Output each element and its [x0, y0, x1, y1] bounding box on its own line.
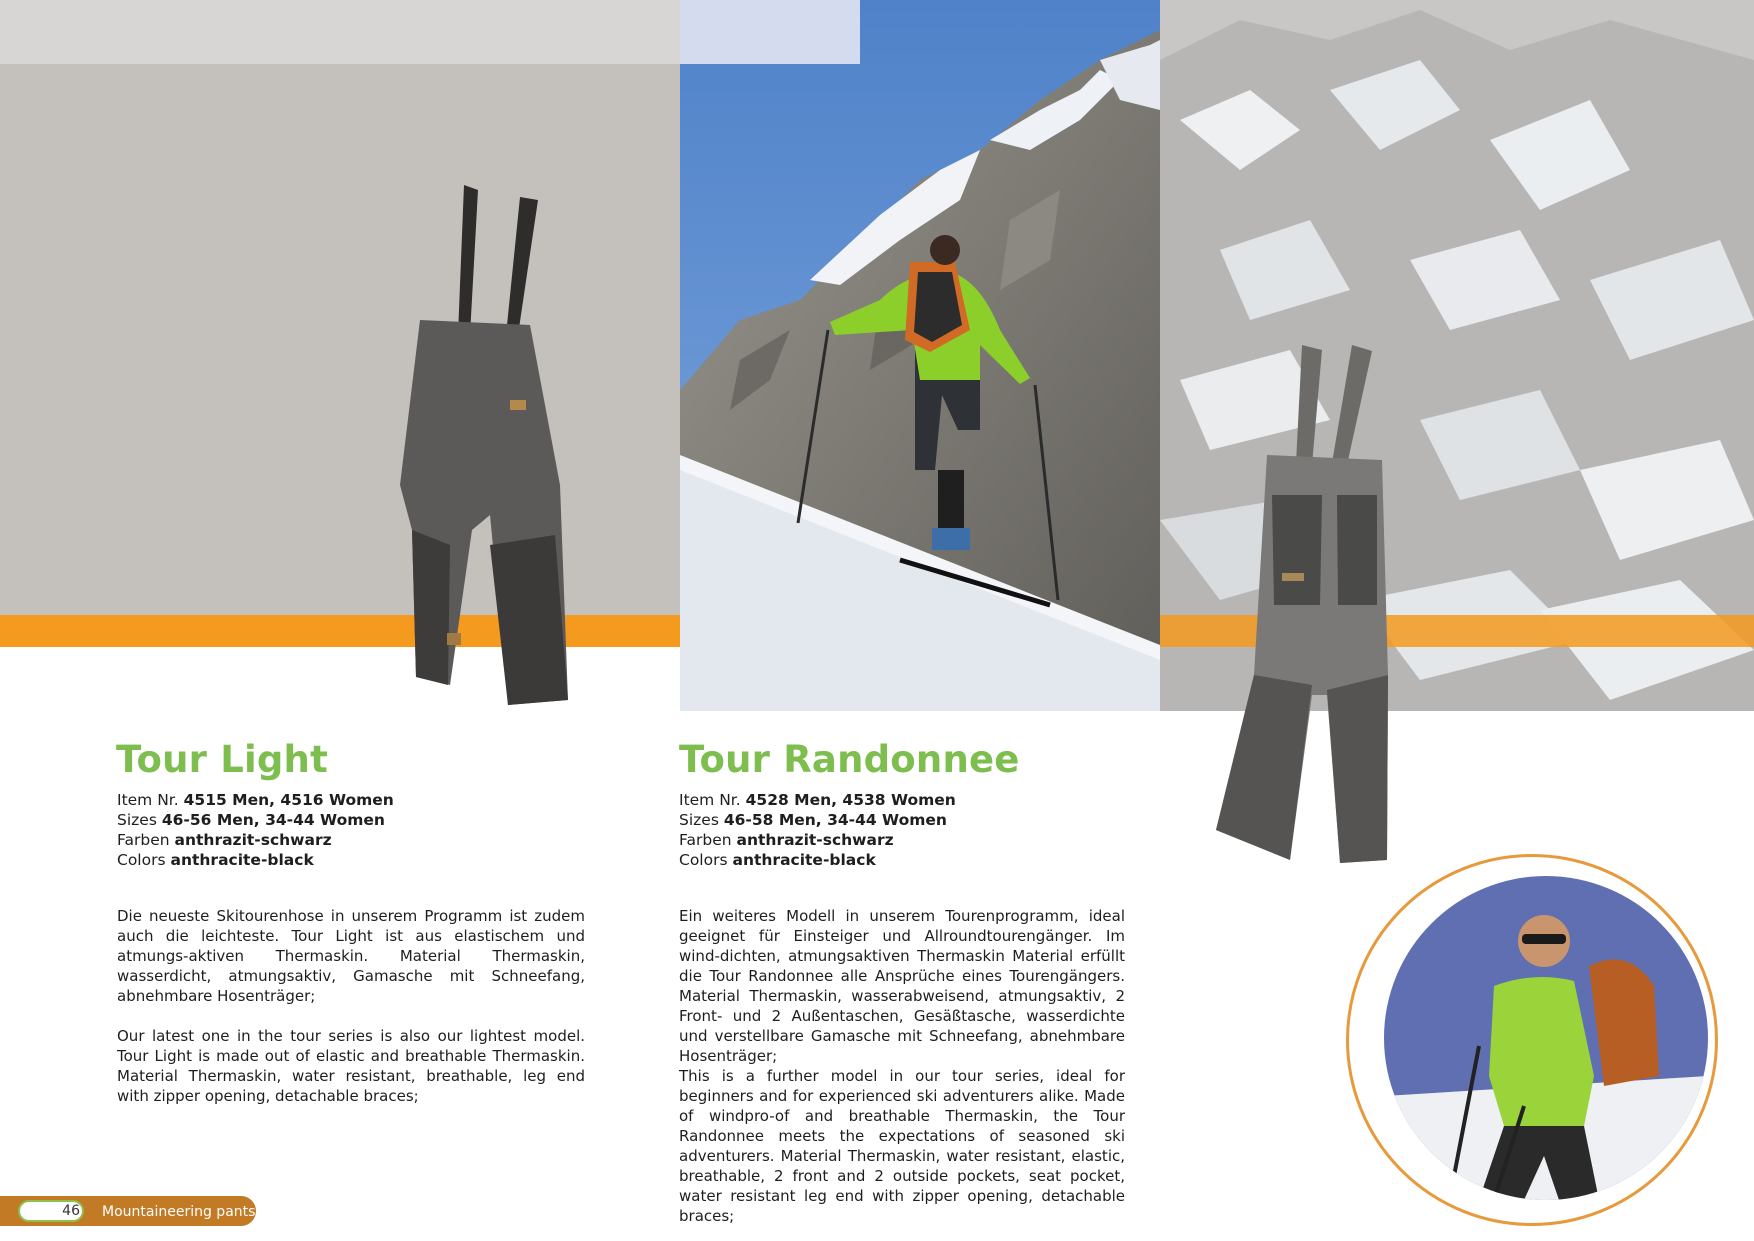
spec-list-tour-light — [117, 790, 394, 870]
tour-light-pants-image — [360, 185, 580, 705]
spec-farben: Farben anthrazit-schwarz — [679, 831, 894, 849]
skier-portrait-photo — [1384, 876, 1708, 1200]
sky-tab — [680, 0, 860, 64]
ski-touring-photo — [680, 0, 1160, 711]
spec-item-number: Item Nr. 4515 Men, 4516 Women — [117, 791, 394, 809]
spec-colors: Colors anthracite-black — [117, 851, 314, 869]
spec-sizes: Sizes 46-56 Men, 34-44 Women — [117, 811, 385, 829]
tour-randonnee-pants-image — [1212, 345, 1432, 865]
product-title-tour-light: Tour Light — [116, 738, 328, 781]
top-band — [0, 0, 680, 64]
spec-list-tour-randonnee — [679, 790, 956, 870]
spec-sizes: Sizes 46-58 Men, 34-44 Women — [679, 811, 947, 829]
page-number: 46 — [62, 1203, 80, 1219]
spec-farben: Farben anthrazit-schwarz — [117, 831, 332, 849]
product-title-tour-randonnee: Tour Randonnee — [679, 738, 1020, 781]
description-german-tour-randonnee: Ein weiteres Modell in unserem Tourenprogramm, ideal geeignet für Einsteiger und Allroundtourengänger. Im wind-dichten, atmungsaktiven Thermaskin Material erfüllt die Tour Randonnee alle Ansprüche eines Tourengängers. Material Thermaskin, wasserabweisend, atmungsaktiv, 2 Front- und 2 Außentaschen, Gesäßtasche, wasserdichte und verstellbare Gamasche mit Schneefang, abnehmbare Hosenträger; — [679, 907, 1125, 1065]
description-german-tour-light: Die neueste Skitourenhose in unserem Programm ist zudem auch die leichteste. Tour Light ist aus elastischem und atmungs-aktiven Thermaskin. Material Thermaskin, wasserdicht, atmungsaktiv, Gamasche mit Schneefang, abnehmbare Hosenträger; — [117, 907, 585, 1005]
section-label: Mountaineering pants — [102, 1204, 256, 1220]
description-english-tour-randonnee: This is a further model in our tour series, ideal for beginners and for experienced ski adventurers alike. Made of windpro-of and breathable Thermaskin, the Tour Randonnee meets the expectations of seasoned ski adventurers. Material Thermaskin, water resistant, elastic, breathable, 2 front and 2 outside pockets, seat pocket, water resistant leg end with zipper opening, detachable braces; — [679, 1067, 1125, 1225]
spec-item-number: Item Nr. 4528 Men, 4538 Women — [679, 791, 956, 809]
description-english-tour-light: Our latest one in the tour series is also our lightest model. Tour Light is made out of elastic and breathable Thermaskin. Material Thermaskin, water resistant, breathable, leg end with zipper opening, detachable braces; — [117, 1027, 585, 1105]
spec-colors: Colors anthracite-black — [679, 851, 876, 869]
